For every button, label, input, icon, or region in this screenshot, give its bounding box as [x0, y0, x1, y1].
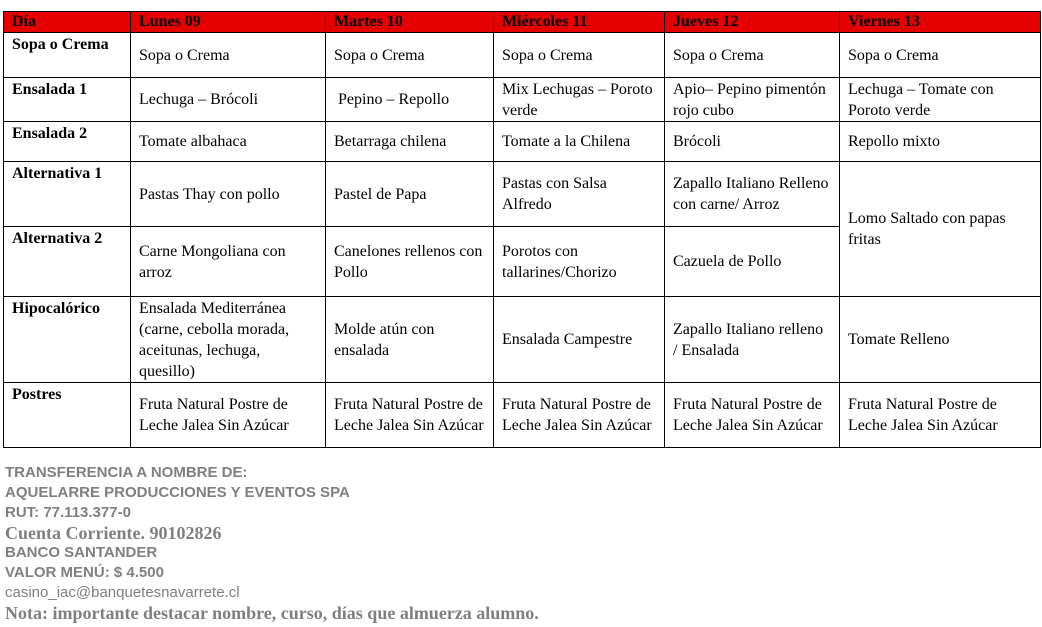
- menu-cell: Brócoli: [665, 122, 840, 162]
- menu-cell: Cazuela de Pollo: [665, 227, 840, 297]
- menu-cell: Molde atún con ensalada: [326, 297, 494, 383]
- menu-cell: Tomate Relleno: [840, 297, 1041, 383]
- menu-cell: Porotos con tallarines/Chorizo: [494, 227, 665, 297]
- menu-cell: Sopa o Crema: [326, 33, 494, 78]
- table-row: [4, 122, 1041, 162]
- row-label: Alternativa 2: [4, 227, 131, 297]
- menu-cell: Fruta Natural Postre de Leche Jalea Sin Azúcar: [326, 383, 494, 448]
- table-row: [4, 297, 1041, 383]
- row-label: Ensalada 1: [4, 78, 131, 122]
- menu-cell: Sopa o Crema: [494, 33, 665, 78]
- lunch-menu-table: [3, 11, 1041, 448]
- menu-cell: Sopa o Crema: [131, 33, 326, 78]
- menu-cell: Fruta Natural Postre de Leche Jalea Sin Azúcar: [840, 383, 1041, 448]
- menu-cell-merged: Lomo Saltado con papas fritas: [840, 162, 1041, 297]
- menu-cell: Lechuga – Brócoli: [131, 78, 326, 122]
- header-jueves: Jueves 12: [665, 12, 840, 33]
- table-row: [4, 162, 1041, 227]
- menu-cell: Fruta Natural Postre de Leche Jalea Sin Azúcar: [131, 383, 326, 448]
- header-miercoles: Miércoles 11: [494, 12, 665, 33]
- menu-cell: Pepino – Repollo: [326, 78, 494, 122]
- header-row: [4, 12, 1041, 33]
- header-dia: Día: [4, 12, 131, 33]
- note-text: Nota: importante destacar nombre, curso, días que almuerza alumno.: [5, 603, 539, 623]
- menu-cell: Tomate a la Chilena: [494, 122, 665, 162]
- menu-cell: Zapallo Italiano Relleno con carne/ Arroz: [665, 162, 840, 227]
- menu-cell: Ensalada Mediterránea (carne, cebolla morada, aceitunas, lechuga, quesillo): [131, 297, 326, 383]
- payment-info: [5, 463, 1005, 623]
- account-number: Cuenta Corriente. 90102826: [5, 523, 222, 543]
- row-label: Alternativa 1: [4, 162, 131, 227]
- contact-email[interactable]: casino_iac@banquetesnavarrete.cl: [5, 584, 240, 601]
- menu-cell: Pastas Thay con pollo: [131, 162, 326, 227]
- menu-cell: Pastas con Salsa Alfredo: [494, 162, 665, 227]
- row-label: Ensalada 2: [4, 122, 131, 162]
- header-lunes: Lunes 09: [131, 12, 326, 33]
- company-name: AQUELARRE PRODUCCIONES Y EVENTOS SPA: [5, 484, 350, 501]
- row-label: Postres: [4, 383, 131, 448]
- menu-price: VALOR MENÚ: $ 4.500: [5, 564, 164, 581]
- menu-cell: Mix Lechugas – Poroto verde: [494, 78, 665, 122]
- menu-cell: Ensalada Campestre: [494, 297, 665, 383]
- menu-cell: Carne Mongoliana con arroz: [131, 227, 326, 297]
- menu-cell: Zapallo Italiano relleno / Ensalada: [665, 297, 840, 383]
- table-row: [4, 78, 1041, 122]
- menu-cell: Fruta Natural Postre de Leche Jalea Sin Azúcar: [494, 383, 665, 448]
- menu-cell: Repollo mixto: [840, 122, 1041, 162]
- menu-cell: Lechuga – Tomate con Poroto verde: [840, 78, 1041, 122]
- menu-cell: Sopa o Crema: [665, 33, 840, 78]
- rut-number: RUT: 77.113.377-0: [5, 504, 131, 521]
- table-row: [4, 383, 1041, 448]
- row-label: Sopa o Crema: [4, 33, 131, 78]
- bank-name: BANCO SANTANDER: [5, 544, 158, 561]
- menu-cell: Sopa o Crema: [840, 33, 1041, 78]
- menu-cell: Pastel de Papa: [326, 162, 494, 227]
- menu-cell: Canelones rellenos con Pollo: [326, 227, 494, 297]
- menu-cell: Fruta Natural Postre de Leche Jalea Sin Azúcar: [665, 383, 840, 448]
- transfer-heading: TRANSFERENCIA A NOMBRE DE:: [5, 464, 248, 481]
- menu-cell: Betarraga chilena: [326, 122, 494, 162]
- menu-cell: Tomate albahaca: [131, 122, 326, 162]
- row-label: Hipocalórico: [4, 297, 131, 383]
- header-viernes: Viernes 13: [840, 12, 1041, 33]
- header-martes: Martes 10: [326, 12, 494, 33]
- menu-cell: Apio– Pepino pimentón rojo cubo: [665, 78, 840, 122]
- table-row: [4, 33, 1041, 78]
